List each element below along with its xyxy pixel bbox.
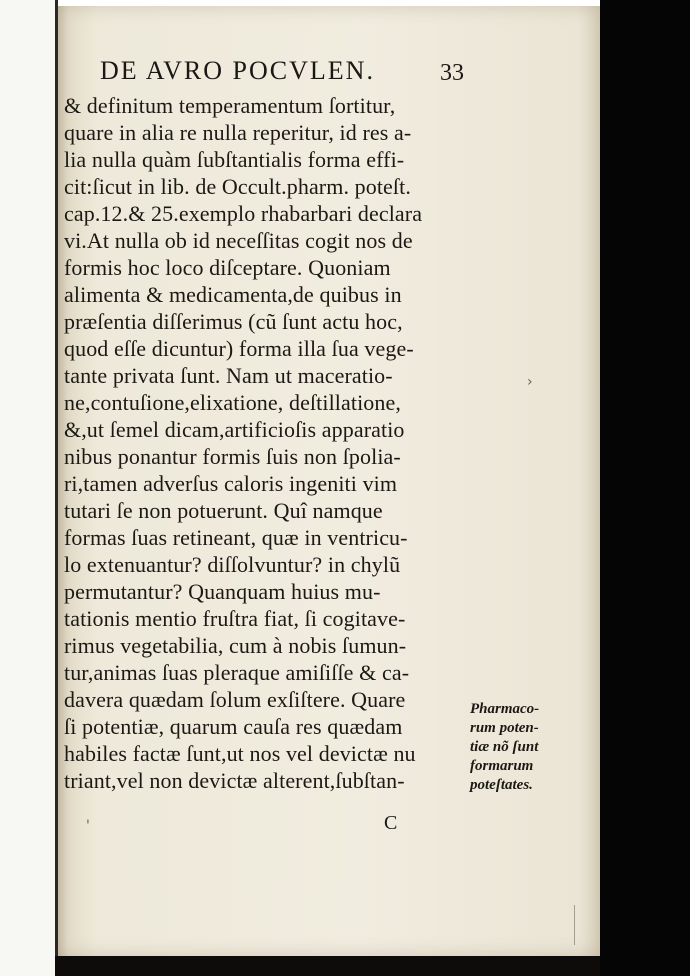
- text-line: tutari ſe non potuerunt. Quî namque: [64, 498, 383, 523]
- scan-background-bottom: [55, 956, 600, 976]
- text-line: ri,tamen adverſus caloris ingeniti vim: [64, 471, 398, 496]
- show-through-mark: ›: [527, 374, 533, 390]
- text-line: lo extenuantur? diſſolvuntur? in chylũ: [64, 552, 401, 577]
- text-line: tante privata ſunt. Nam ut maceratio-: [64, 363, 393, 388]
- text-line: cit:ſicut in lib. de Occult.pharm. poteſt.: [64, 174, 411, 199]
- margin-note-line: Pharmaco-: [470, 701, 540, 717]
- text-line: ne,contuſione,elixatione, deſtillatione,: [64, 390, 401, 415]
- text-line: & definitum temperamentum ſortitur,: [64, 93, 396, 118]
- text-line: quare in alia re nulla reperitur, id res a-: [64, 120, 412, 145]
- text-line: permutantur? Quanquam huius mu-: [64, 579, 381, 604]
- page-number: 33: [440, 60, 464, 86]
- scan-background-right: [600, 0, 690, 976]
- text-line: triant,vel non devictæ alterent,ſubſtan-: [64, 768, 405, 793]
- ink-speck: ': [86, 818, 90, 834]
- text-line: quod eſſe dicuntur) forma illa ſua vege-: [64, 336, 414, 361]
- margin-note-line: poteſtates.: [470, 777, 533, 793]
- text-line: rimus vegetabilia, cum à nobis ſumun-: [64, 633, 407, 658]
- signature-mark: C: [384, 812, 398, 834]
- margin-note-line: rum poten-: [470, 720, 539, 736]
- paper-crease: [574, 905, 575, 945]
- text-line: præſentia diſſerimus (cũ ſunt actu hoc,: [64, 309, 403, 334]
- text-line: tur,animas ſuas pleraque amiſiſſe & ca-: [64, 660, 410, 685]
- margin-note-line: formarum: [470, 758, 534, 774]
- text-line: cap.12.& 25.exemplo rhabarbari declara: [64, 201, 423, 226]
- text-line: lia nulla quàm ſubſtantialis forma effi-: [64, 147, 405, 172]
- margin-note-line: tiæ nõ ſunt: [470, 739, 539, 755]
- body-text-block: [64, 92, 484, 794]
- running-title: DE AVRO POCVLEN.: [100, 56, 375, 85]
- text-line: ſi potentiæ, quarum cauſa res quædam: [64, 714, 403, 739]
- text-line: vi.At nulla ob id neceſſitas cogit nos de: [64, 228, 413, 253]
- margin-note: [470, 700, 590, 795]
- text-line: formas ſuas retineant, quæ in ventricu-: [64, 525, 408, 550]
- text-line: formis hoc loco diſceptare. Quoniam: [64, 255, 391, 280]
- text-line: alimenta & medicamenta,de quibus in: [64, 282, 402, 307]
- text-line: habiles factæ ſunt,ut nos vel devictæ nu: [64, 741, 416, 766]
- text-line: tationis mentio fruſtra fiat, ſi cogitave-: [64, 606, 406, 631]
- text-line: nibus ponantur formis ſuis non ſpolia-: [64, 444, 401, 469]
- scan-left-margin: [0, 0, 55, 976]
- text-line: &,ut ſemel dicam,artificioſis apparatio: [64, 417, 405, 442]
- text-line: davera quædam ſolum exſiſtere. Quare: [64, 687, 406, 712]
